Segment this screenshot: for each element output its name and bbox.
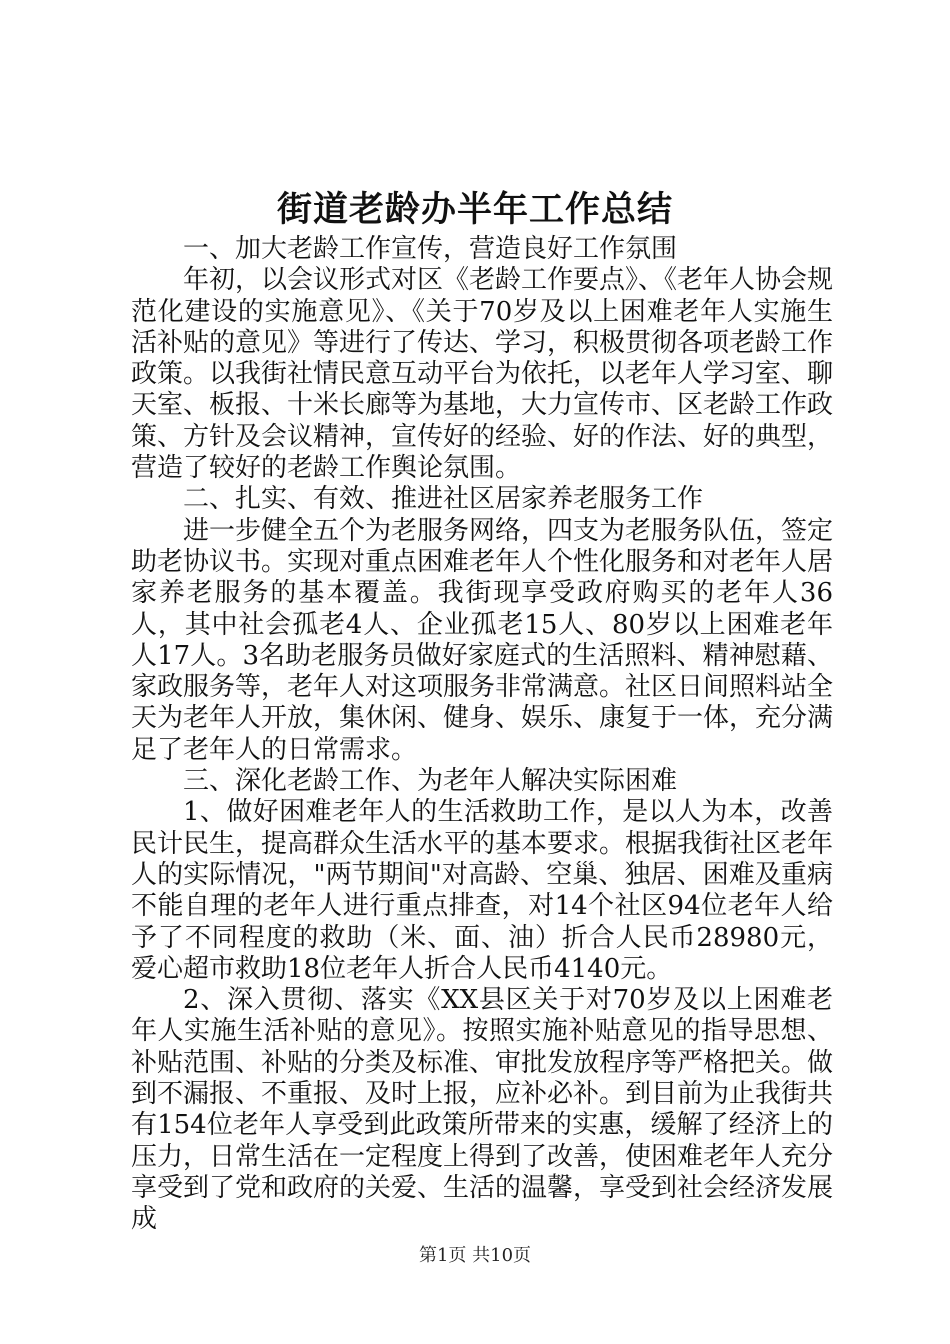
paragraph: 进一步健全五个为老服务网络，四支为老服务队伍，签定助老协议书。实现对重点困难老年人个性化服务和对老年人居家养老服务的基本覆盖。我街现享受政府购买的老年人36人，其中社会孤老4人、企业孤老15人、80岁以上困难老年人17人。3名助老服务员做好家庭式的生活照料、精神慰藉、家政服务等，老年人对这项服务非常满意。社区日间照料站全天为老年人开放，集休闲、健身、娱乐、康复于一体，充分满足了老年人的日常需求。 (131, 515, 834, 765)
paragraph: 年初，以会议形式对区《老龄工作要点》、《老年人协会规范化建设的实施意见》、《关于70岁及以上困难老年人实施生活补贴的意见》等进行了传达、学习，积极贯彻各项老龄工作政策。以我街社情民意互动平台为依托，以老年人学习室、聊天室、板报、十米长廊等为基地，大力宣传市、区老龄工作政策、方针及会议精神，宣传好的经验、好的作法、好的典型，营造了较好的老龄工作舆论氛围。 (131, 265, 834, 484)
section-heading-2: 二、扎实、有效、推进社区居家养老服务工作 (183, 484, 704, 515)
section-heading-1: 一、加大老龄工作宣传，营造良好工作氛围 (183, 234, 678, 264)
section-heading-3: 三、深化老龄工作、为老年人解决实际困难 (183, 766, 678, 797)
paragraph: 2、深入贯彻、落实《XX县区关于对70岁及以上困难老年人实施生活补贴的意见》。按照实施补贴意见的指导思想、补贴范围、补贴的分类及标准、审批发放程序等严格把关。做到不漏报、不重报、及时上报，应补必补。到目前为止我街共有154位老年人享受到此政策所带来的实惠，缓解了经济上的压力，日常生活在一定程度上得到了改善，使困难老年人充分享受到了党和政府的关爱、生活的温馨，享受到社会经济发展成 (131, 985, 834, 1235)
page-number-footer: 第1页 共10页 (418, 1245, 532, 1266)
paragraph: 1、做好困难老年人的生活救助工作，是以人为本，改善民计民生，提高群众生活水平的基本要求。根据我街社区老年人的实际情况，"两节期间"对高龄、空巢、独居、困难及重病不能自理的老年人进行重点排查，对14个社区94位老年人给予了不同程度的救助（米、面、油）折合人民币28980元，爱心超市救助18位老年人折合人民币4140元。 (131, 797, 834, 984)
document-title: 街道老龄办半年工作总结 (276, 189, 673, 230)
document-body (131, 234, 833, 1236)
